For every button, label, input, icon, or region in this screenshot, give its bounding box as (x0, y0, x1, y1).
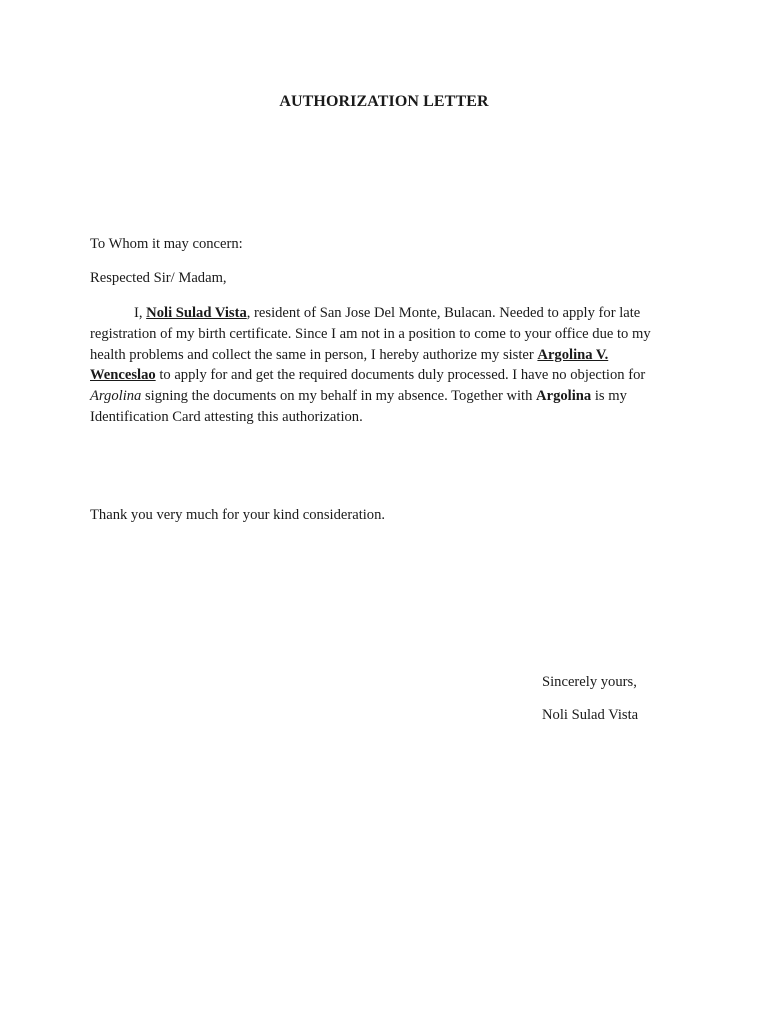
body-paragraph (90, 303, 680, 428)
greeting: Respected Sir/ Madam, (90, 270, 227, 286)
body-text-prefix: I, (134, 305, 147, 321)
bold-name: Argolina (536, 388, 592, 405)
italic-name: Argolina (90, 388, 142, 405)
body-text: health problems and collect the same in person, I hereby authorize my sister (90, 346, 538, 363)
author-name: Noli Sulad Vista (146, 305, 247, 321)
body-line-1 (90, 303, 680, 324)
body-line-3 (90, 345, 680, 366)
body-line-4 (90, 365, 680, 386)
body-text: , resident of San Jose Del Monte, Bulacan. Needed to apply for late (246, 305, 641, 321)
salutation: To Whom it may concern: (90, 236, 243, 252)
body-text: signing the documents on my behalf in my absence. Together with (141, 388, 537, 405)
body-line-6: Identification Card attesting this authorization. (90, 408, 363, 425)
sister-name-first: Argolina V. (537, 346, 609, 363)
closing: Sincerely yours, (542, 674, 637, 690)
signer-name: Noli Sulad Vista (542, 707, 639, 723)
thanks-line: Thank you very much for your kind consideration. (90, 507, 386, 523)
body-text: is my (591, 388, 627, 405)
letter-title: AUTHORIZATION LETTER (279, 93, 489, 110)
body-text: to apply for and get the required documents duly processed. I have no objection for (155, 367, 646, 384)
body-line-5 (90, 386, 680, 407)
sister-name-last: Wenceslao (90, 367, 156, 384)
body-line-2: registration of my birth certificate. Since I am not in a position to come to your office due to my (90, 325, 651, 342)
